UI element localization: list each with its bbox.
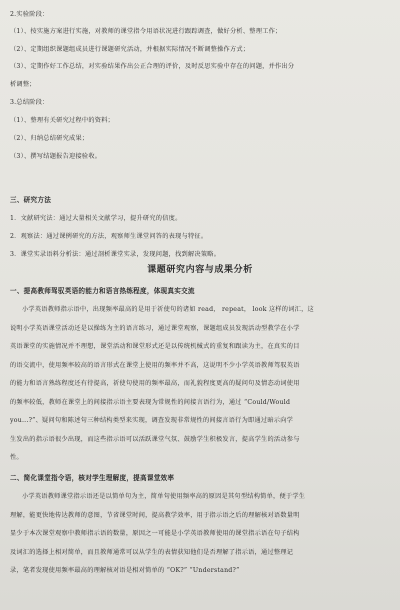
stage-line: 3.总结阶段：	[10, 99, 49, 106]
section1-line: 的频率较低，教师在课堂上的间接指示语主要表现为常规性的间接言语行为，通过 “Could/Would	[10, 398, 291, 406]
stage-line: （2）、定期组织课题组成员进行课题研究活动，并根据实际情况不断调整操作方式；	[10, 46, 250, 53]
section2-line: 及词汇的选择上相对简单，而且教师通常可以从学生的表情获知他们是否理解了指示语，通过整理记	[10, 548, 294, 556]
section2-line: 显少于本次课堂观察中教师指示语的数量，原因之一可能是小学英语教师使用的课堂指示语在句子结构	[10, 530, 300, 537]
section2-line: 录，笔者发现使用频率最高的理解核对语是相对简单的 “OK?” “Understand?”	[10, 567, 240, 574]
stage-line: （1）、按实施方案进行实施，对教师的课堂指令用语状况进行跟踪调查，做好分析、整理工作；	[10, 28, 282, 35]
section1-line: 说明小学英语课堂活动还是以操练为主的语言练习，通过课堂观察，课题组成员发现活动型教学在小学	[10, 324, 300, 332]
stage-line: 2.实验阶段：	[10, 11, 49, 18]
section2-line: 小学英语教师课堂指示语还是以简单句为主，简单句使用频率高的原因是其句型结构简单，便于学生	[22, 493, 306, 500]
section1-line: you...?”、疑问句和陈述句三种结构类型来实现，调查发现非常规性的间接言语行为即通过暗示向学	[10, 417, 294, 424]
method-heading: 三、研究方法	[10, 196, 52, 204]
stage-line: （3）、撰写结题报告迎接验收。	[10, 153, 102, 160]
section2-heading: 二、简化课堂指令语，核对学生理解度，提高课堂效率	[10, 474, 175, 482]
stage-line: 析调整；	[10, 81, 36, 88]
method-line: 1．文献研究法：通过大量相关文献学习，提升研究的信度。	[10, 215, 182, 222]
stage-line: （2）、归纳总结研究成果；	[10, 135, 89, 142]
stage-line: （3）、定期作好工作总结，对实验结果作出公正合理的评价，及时反思实验中存在的问题，并作出分	[10, 63, 295, 70]
section1-heading: 一、提高教师驾驭英语的能力和语言热练程度，体现真实交流	[10, 287, 195, 295]
section1-line: 英语课堂的实施情况并不理想，课堂活动和课堂形式还是以传统机械式的重复和跟读为主，在真实的目	[10, 343, 300, 350]
stage-line: （1）、整理有关研究过程中的资料；	[10, 117, 115, 124]
section1-line: 生发出的指示语很少出现，而这些指示语可以活跃课堂气氛、鼓励学生积极发言，提高学生的活动参与	[10, 435, 300, 443]
section1-line: 的能力和语言熟练程度还有待提高，祈使句使用的频率最高，而礼貌程度更高的疑问句及情态动词使用	[10, 380, 300, 387]
section1-line: 性。	[10, 454, 23, 461]
method-line: 2．观察法：通过课例研究的方法，观察师生课堂问答的表现与特征。	[10, 233, 208, 240]
method-line: 3．课堂实录语料分析法：通过剖析课堂实录，发现问题，找到解决策略。	[10, 251, 221, 258]
section1-line: 小学英语教师指示语中，出现频率最高的是用于祈使句的诸如 read， repeat， look 这样的词汇，这	[22, 306, 314, 313]
section2-line: 理解，能更快地传达教师的意图，节省课堂时间，提高教学效率，用于指示语之后的理解核对语数量明	[10, 511, 300, 519]
section1-line: 的语交流中，使用频率较高的语言形式在课堂上使用的频率并不高，这说明不少小学英语教师驾驭英语	[10, 361, 300, 369]
page-title: 课题研究内容与成果分析	[147, 265, 253, 275]
